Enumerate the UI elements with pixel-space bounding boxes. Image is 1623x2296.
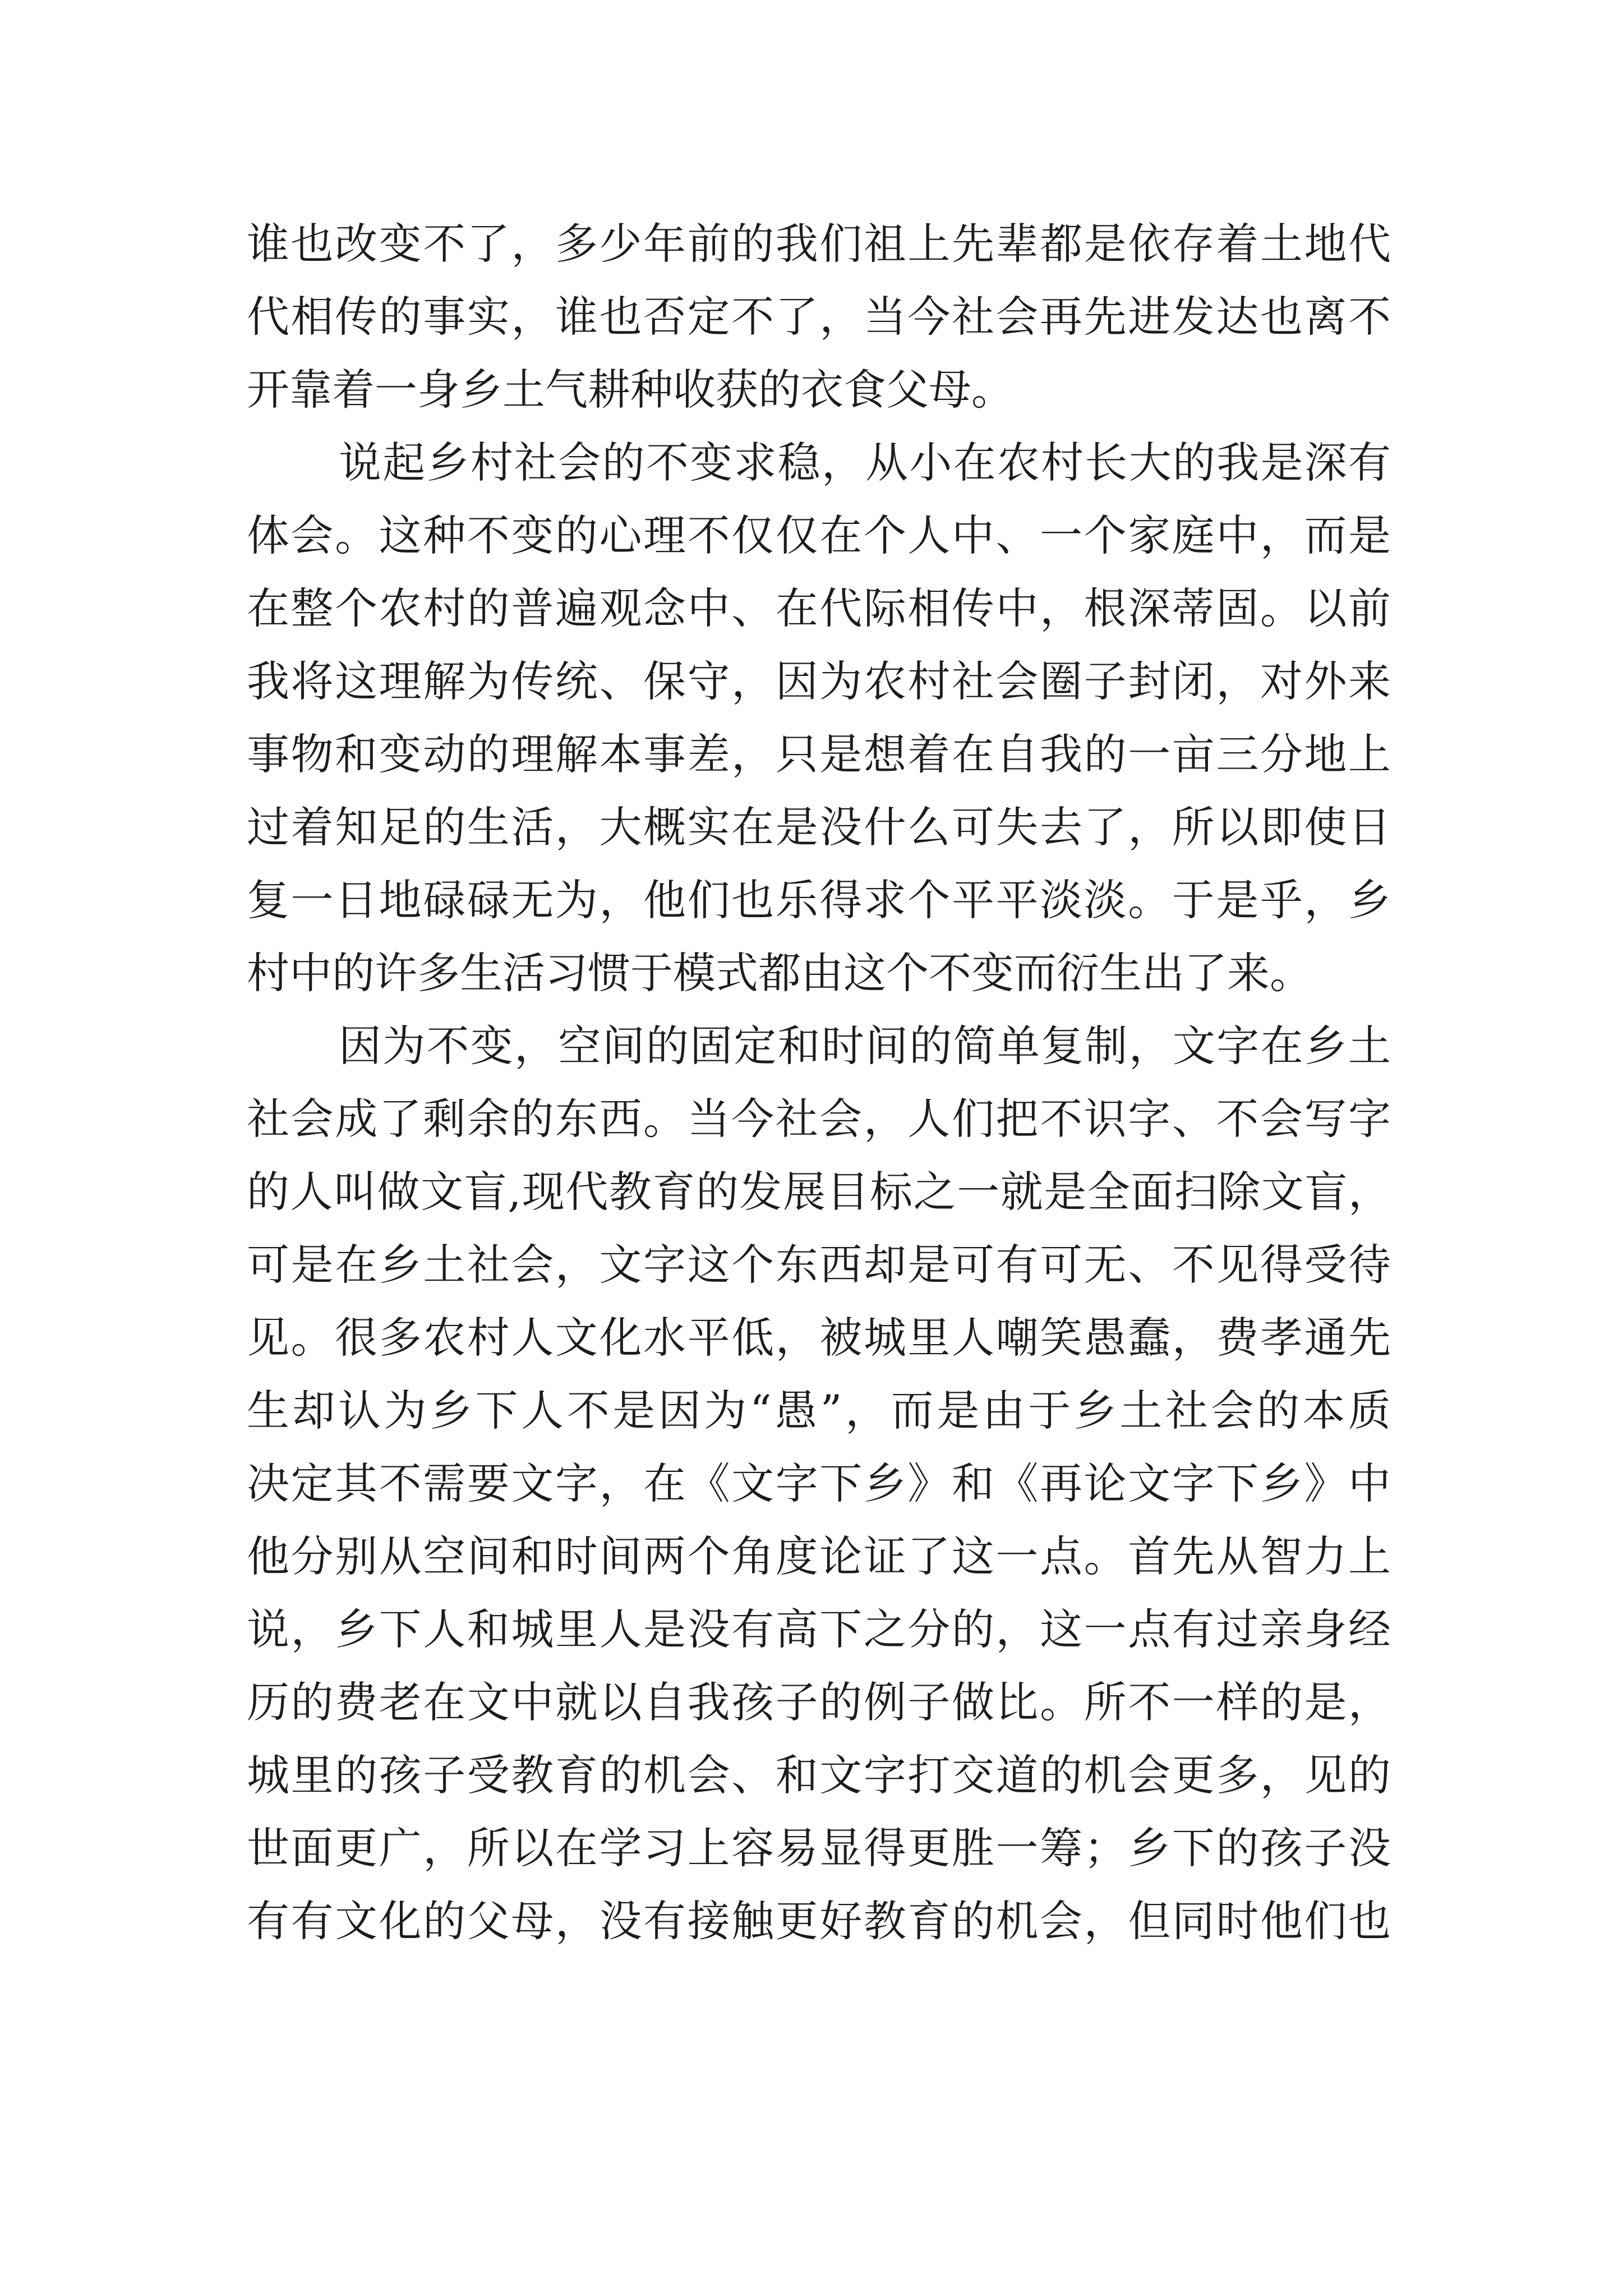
text-line: 说起乡村社会的不变求稳，从小在农村长大的我是深有 — [339, 438, 1391, 487]
text-line: 村中的许多生活习惯于模式都由这个不变而衍生出了来。 — [247, 948, 1312, 998]
text-line: 因为不变，空间的固定和时间的简单复制，文字在乡土 — [339, 1021, 1391, 1071]
text-line: 生却认为乡下人不是因为“愚”，而是由于乡土社会的本质 — [247, 1386, 1391, 1435]
text-line: 可是在乡土社会，文字这个东西却是可有可无、不见得受待 — [247, 1240, 1391, 1290]
text-line: 过着知足的生活，大概实在是没什么可失去了，所以即使日 — [247, 802, 1391, 852]
text-line: 事物和变动的理解本事差，只是想着在自我的一亩三分地上 — [247, 729, 1391, 779]
text-line: 说，乡下人和城里人是没有高下之分的，这一点有过亲身经 — [247, 1604, 1391, 1654]
text-line: 复一日地碌碌无为，他们也乐得求个平平淡淡。于是乎，乡 — [247, 875, 1391, 925]
text-line: 谁也改变不了，多少年前的我们祖上先辈都是依存着土地代 — [247, 219, 1391, 269]
text-line: 社会成了剩余的东西。当今社会，人们把不识字、不会写字 — [247, 1094, 1391, 1144]
text-line: 的人叫做文盲,现代教育的发展目标之一就是全面扫除文盲， — [247, 1167, 1391, 1217]
text-line: 体会。这种不变的心理不仅仅在个人中、一个家庭中，而是 — [247, 510, 1391, 560]
text-line: 在整个农村的普遍观念中、在代际相传中，根深蒂固。以前 — [247, 583, 1391, 633]
text-line: 世面更广，所以在学习上容易显得更胜一筹；乡下的孩子没 — [247, 1823, 1391, 1873]
body-text — [247, 208, 1391, 1958]
text-line: 见。很多农村人文化水平低，被城里人嘲笑愚蠢，费孝通先 — [247, 1313, 1391, 1363]
text-line: 决定其不需要文字，在《文字下乡》和《再论文字下乡》中 — [247, 1458, 1391, 1508]
text-line: 他分别从空间和时间两个角度论证了这一点。首先从智力上 — [247, 1531, 1391, 1581]
text-line: 城里的孩子受教育的机会、和文字打交道的机会更多，见的 — [247, 1750, 1391, 1800]
text-line: 我将这理解为传统、保守，因为农村社会圈子封闭，对外来 — [247, 656, 1391, 706]
text-line: 代相传的事实，谁也否定不了，当今社会再先进发达也离不 — [247, 292, 1391, 342]
text-line: 有有文化的父母，没有接触更好教育的机会，但同时他们也 — [247, 1896, 1391, 1946]
text-line: 历的费老在文中就以自我孩子的例子做比。所不一样的是， — [247, 1677, 1391, 1727]
text-line: 开靠着一身乡土气耕种收获的衣食父母。 — [247, 365, 1014, 415]
